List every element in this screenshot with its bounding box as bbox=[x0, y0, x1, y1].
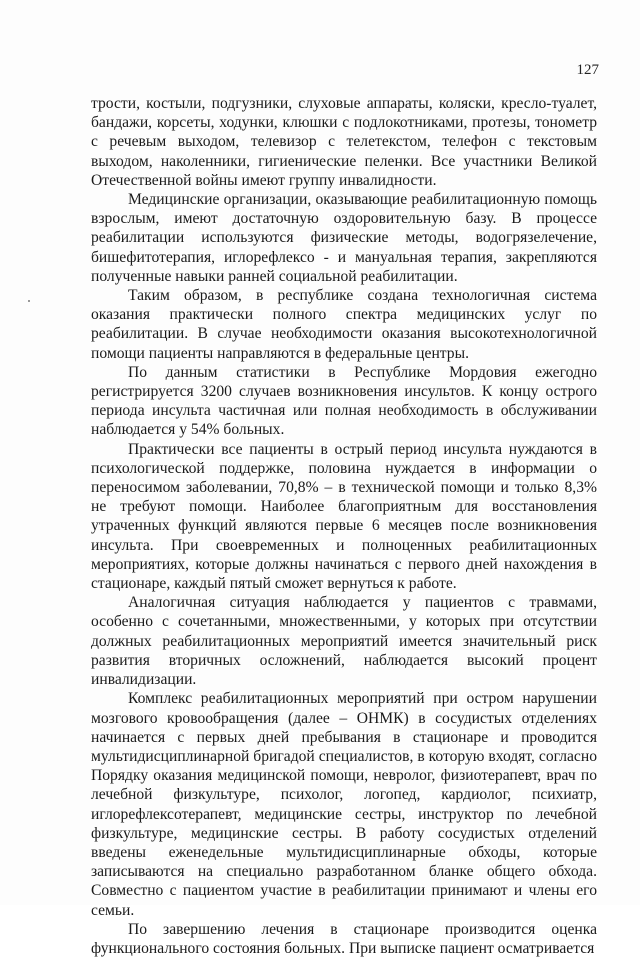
margin-mark bbox=[28, 300, 30, 302]
paragraph: По завершению лечения в стационаре производится оценка функционального состояния больных. При выписке пациент осматривается bbox=[91, 920, 597, 957]
paragraph: По данным статистики в Республике Мордовия ежегодно регистрируется 3200 случаев возникновения инсультов. К концу острого периода инсульта частичная или полная необходимость в обслуживании наблюдается у 54% больных. bbox=[91, 363, 597, 439]
paragraph: Медицинские организации, оказывающие реабилитационную помощь взрослым, имеют достаточную оздоровительную базу. В процессе реабилитации используются физические методы, водогрязелечение, бишефитотерапия, иглорефлексо - и мануальная терапия, закрепляются полученные навыки ранней социальной реабилитации. bbox=[91, 191, 597, 285]
document-body bbox=[91, 94, 597, 958]
paragraph: Практически все пациенты в острый период инсульта нуждаются в психологической поддержке, половина нуждается в информации о переносимом заболевании, 70,8% – в технической помощи и только 8,3% не требуют помощи. Наиболее благоприятным для восстановления утраченных функций являются первые 6 месяцев после возникновения инсульта. При своевременных и полноценных реабилитационных мероприятиях, которые должны начинаться с первого дней нахождения в стационаре, каждый пятый сможет вернуться к работе. bbox=[91, 440, 597, 593]
paragraph: Комплекс реабилитационных мероприятий при остром нарушении мозгового кровообращения (далее – ОНМК) в сосудистых отделениях начинается с первых дней пребывания в стационаре и проводится мультидисциплинарной бригадой специалистов, в которую входят, согласно Порядку оказания медицинской помощи, невролог, физиотерапевт, врач по лечебной физкультуре, психолог, логопед, кардиолог, психиатр, иглорефлексотерапевт, медицинские сестры, инструктор по лечебной физкультуре, медицинские сестры. В работу сосудистых отделений введены еженедельные мультидисциплинарные обходы, которые записываются на специально разработанном бланке общего обхода. Совместно с пациентом участие в реабилитации принимают и члены его семьи. bbox=[91, 690, 597, 919]
paragraph: Таким образом, в республике создана технологичная система оказания практически полного спектра медицинских услуг по реабилитации. В случае необходимости оказания высокотехнологичной помощи пациенты направляются в федеральные центры. bbox=[91, 287, 597, 362]
paragraph-continued: трости, костыли, подгузники, слуховые аппараты, коляски, кресло-туалет, бандажи, корсеты, ходунки, клюшки с подлокотниками, протезы, тонометр с речевым выходом, телевизор с телетекстом, телефон с текстовым выходом, наколенники, гигиенические пеленки. Все участники Великой Отечественной войны имеют группу инвалидности. bbox=[91, 95, 597, 189]
page-number: 127 bbox=[576, 62, 599, 78]
paragraph: Аналогичная ситуация наблюдается у пациентов с травмами, особенно с сочетанными, множественными, у которых при отсутствии должных реабилитационных мероприятий имеется значительный риск развития вторичных осложнений, наблюдается высокий процент инвалидизации. bbox=[91, 594, 597, 689]
